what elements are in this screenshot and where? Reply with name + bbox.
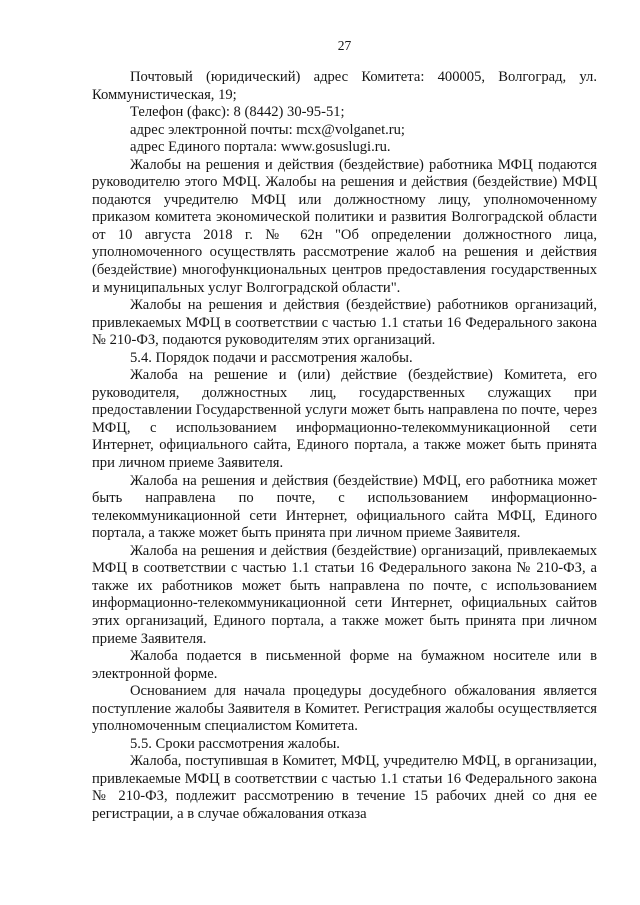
- paragraph-complaint-mfc-worker: Жалоба на решения и действия (бездействие) МФЦ, его работника может быть направлена по почте, с использованием информационно-телекоммуникационной сети Интернет, официального сайта МФЦ, Единого портала, а также может быть принята при личном приеме Заявителя.: [92, 472, 597, 542]
- paragraph-complaint-committee: Жалоба на решение и (или) действие (бездействие) Комитета, его руководителя, должностных лиц, государственных служащих при предоставлении Государственной услуги может быть направлена по почте, через МФЦ, с использованием информационно-телекоммуникационной сети Интернет, официального сайта, Единого портала, а также может быть принята при личном приеме Заявителя.: [92, 367, 597, 472]
- section-heading-5-4: 5.4. Порядок подачи и рассмотрения жалобы.: [130, 349, 413, 366]
- paragraph-portal: адрес Единого портала: www.gosuslugi.ru.: [130, 139, 391, 156]
- paragraph-complaint-organizations: Жалоба на решения и действия (бездействие) организаций, привлекаемых МФЦ в соответствии с частью 1.1 статьи 16 Федерального закона № 210-ФЗ, а также их работников может быть направлена по почте, с использованием информационно-телекоммуникационной сети Интернет, официальных сайтов этих организаций, Единого портала, а также может быть принята при личном приеме Заявителя.: [92, 542, 597, 647]
- section-heading-5-5: 5.5. Сроки рассмотрения жалобы.: [130, 735, 340, 752]
- paragraph-review-period: Жалоба, поступившая в Комитет, МФЦ, учредителю МФЦ, в организации, привлекаемые МФЦ в соответствии с частью 1.1 статьи 16 Федерального закона № 210-ФЗ, подлежит рассмотрению в течение 15 рабочих дней со дня ее регистрации, а в случае обжалования отказа: [92, 753, 597, 822]
- paragraph-postal-address: Почтовый (юридический) адрес Комитета: 400005, Волгоград, ул. Коммунистическая, 19;: [92, 69, 597, 103]
- paragraph-written-form: Жалоба подается в письменной форме на бумажном носителе или в электронной форме.: [92, 648, 597, 682]
- paragraph-basis: Основанием для начала процедуры досудебного обжалования является поступление жалобы Заявителя в Комитет. Регистрация жалобы осуществляется уполномоченным специалистом Комитета.: [92, 683, 597, 735]
- paragraph-complaints-organizations: Жалобы на решения и действия (бездействие) работников организаций, привлекаемых МФЦ в соответствии с частью 1.1 статьи 16 Федерального закона № 210-ФЗ, подаются руководителям этих организаций.: [92, 297, 597, 349]
- document-body: [92, 69, 597, 824]
- paragraph-email: адрес электронной почты: mcx@volganet.ru;: [130, 121, 405, 138]
- page-number: 27: [337, 38, 352, 53]
- paragraph-phone: Телефон (факс): 8 (8442) 30-95-51;: [130, 104, 345, 121]
- paragraph-complaints-mfc: Жалобы на решения и действия (бездействие) работника МФЦ подаются руководителю этого МФЦ. Жалобы на решения и действия (бездействие) МФЦ подаются учредителю МФЦ или должностному лицу, уполномоченному приказом комитета экономической политики и развития Волгоградской области от 10 августа 2018 г. № 62н "Об определении должностного лица, уполномоченного осуществлять рассмотрение жалоб на решения и действия (бездействие) многофункциональных центров предоставления государственных и муниципальных услуг Волгоградской области".: [92, 156, 597, 296]
